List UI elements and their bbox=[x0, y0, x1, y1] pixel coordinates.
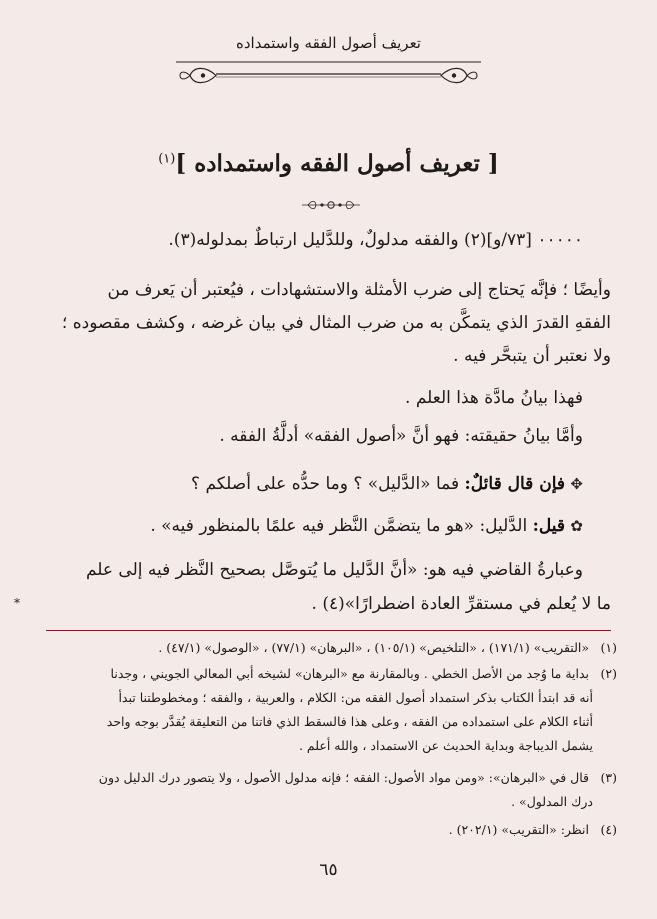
text-line: وأيضًا ؛ فإنَّه يَحتاج إلى ضرب الأمثلة والاستشهادات ، فيُعتبر أن يَعرف من bbox=[107, 280, 611, 300]
footnote bbox=[46, 640, 617, 655]
text-line: ما لا يُعلم في مستقرِّ العادة اضطرارًا»(٤) . bbox=[311, 594, 611, 614]
footnote-continuation: أثناء الكلام على استمداده من الفقه ، وعلى هذا فالسقط الذي فاتنا من التعليقة يُقدَّر بوجه واحد bbox=[106, 714, 593, 729]
footnote-number: (٣) bbox=[600, 770, 617, 785]
flower-bullet-icon: ✿ bbox=[570, 517, 583, 535]
page-number: ٦٥ bbox=[319, 860, 338, 880]
header-ornament-icon bbox=[176, 58, 481, 90]
section-title bbox=[150, 150, 507, 177]
text-line: وعبارةُ القاضي فيه هو: «أنَّ الدَّليل ما يُتوصَّل بصحيح النَّظر فيه إلى علم bbox=[85, 560, 583, 580]
flower-bullet-icon: ✥ bbox=[570, 475, 583, 493]
footnote-text: «التقريب» (١٧١/١) ، «التلخيص» (١٠٥/١) ، «البرهان» (٧٧/١) ، «الوصول» (٤٧/١) . bbox=[158, 640, 590, 655]
footnote-continuation: درك المدلول» . bbox=[511, 794, 593, 809]
footnote-continuation: يشمل الديباجة وبداية الحديث عن الاستمداد ، والله أعلم . bbox=[298, 738, 593, 753]
footnote-separator bbox=[46, 630, 611, 631]
footnote-number: (١) bbox=[600, 640, 617, 655]
question-line bbox=[46, 474, 611, 494]
question-label: فإن قال قائلٌ: bbox=[464, 474, 566, 494]
footnote-continuation: أنه قد ابتدأ الكتاب بذكر استمداد أصول الفقه من: الكلام ، والعربية ، والفقه ؛ ومخطوطتنا تبدأ bbox=[118, 690, 593, 705]
footnote-number: (٢) bbox=[600, 666, 617, 681]
footnote bbox=[46, 822, 617, 837]
text-line: فهذا بيانُ مادَّة هذا العلم . bbox=[405, 388, 583, 408]
text-line: وأمَّا بيانُ حقيقته: فهو أنَّ «أصول الفقه» أدلَّةُ الفقه . bbox=[219, 426, 583, 446]
footnote bbox=[46, 666, 617, 681]
section-title-note: (١) bbox=[158, 151, 176, 167]
text-line: ٠٠٠٠٠ [٧٣/و](٢) والفقه مدلولٌ، وللدَّليل ارتباطٌ بمدلوله(٣). bbox=[168, 230, 583, 250]
question-text: فما «الدَّليل» ؟ وما حدُّه على أصلكم ؟ bbox=[191, 474, 460, 494]
answer-text: الدَّليل: «هو ما يتضمَّن النَّظر فيه علمًا بالمنظور فيه» . bbox=[150, 516, 528, 536]
text-line: الفقهِ القدرَ الذي يتمكَّن به من ضرب المثال في بيان غرضه ، وكشف مقصوده ؛ bbox=[61, 313, 611, 333]
answer-line bbox=[46, 516, 611, 536]
footnote-text: بداية ما وُجد من الأصل الخطي . وبالمقارنة مع «البرهان» لشيخه أبي المعالي الجويني ، وجدنا bbox=[110, 666, 590, 681]
title-ornament-icon bbox=[300, 198, 362, 212]
footnote-text: قال في «البرهان»: «ومن مواد الأصول: الفقه ؛ فإنه مدلول الأصول ، ولا يتصور درك الدليل دون bbox=[98, 770, 590, 785]
running-header: تعريف أصول الفقه واستمداده bbox=[236, 34, 421, 52]
margin-mark: * bbox=[14, 596, 20, 610]
answer-label: قيل: bbox=[532, 516, 566, 536]
footnote-text: انظر: «التقريب» (٢٠٢/١) . bbox=[448, 822, 590, 837]
text-line: ولا نعتبر أن يتبحَّر فيه . bbox=[453, 346, 611, 366]
section-title-text: [ تعريف أصول الفقه واستمداده ] bbox=[175, 150, 499, 177]
footnote bbox=[46, 770, 617, 785]
footnote-number: (٤) bbox=[600, 822, 617, 837]
